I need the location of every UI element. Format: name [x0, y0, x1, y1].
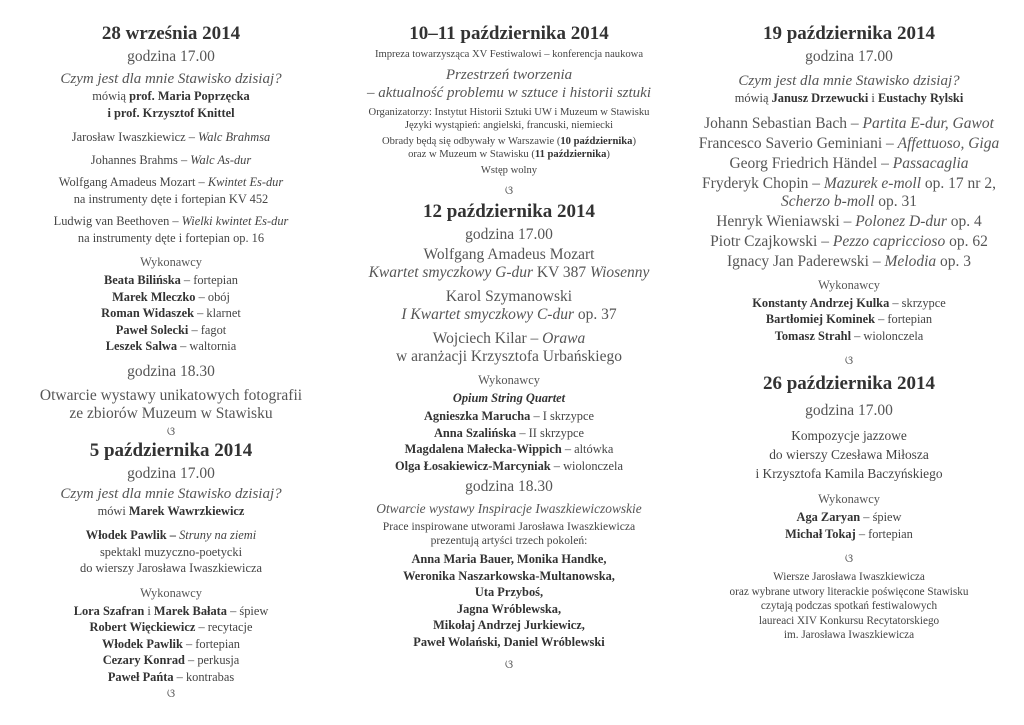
languages: Języki wystąpień: angielski, francuski, niemiecki [404, 120, 614, 132]
event-date: 5 października 2014 [89, 439, 253, 461]
work-title: Polonez D-dur [855, 212, 947, 230]
program-item [6, 213, 336, 230]
artist-line: Anna Maria Bauer, Monika Handke, [411, 552, 607, 567]
ornament-icon: ଓ [504, 182, 514, 197]
program-item [684, 115, 1014, 133]
event-description: i Krzysztofa Kamila Baczyńskiego [755, 466, 943, 481]
program-item [6, 129, 336, 146]
work-title: Partita E-dur, Gawot [862, 114, 994, 132]
speakers-intro: mówi [97, 503, 126, 518]
column-3 [680, 0, 1024, 725]
program-item [342, 306, 676, 324]
program-item-note: na instrumenty dęte i fortepian op. 16 [77, 230, 265, 245]
performers-label: Wykonawcy [140, 585, 202, 600]
exhibition-line: Otwarcie wystawy unikatowych fotografii [39, 386, 303, 404]
performer-name: Roman Widaszek [101, 306, 195, 320]
performer [684, 328, 1014, 345]
work-title: Walc As-dur [190, 152, 252, 167]
event-time: godzina 17.00 [127, 48, 215, 65]
composer: Ludwig van Beethoven – [53, 214, 182, 228]
performer-name: Marek Bałata [153, 603, 227, 618]
program-item [684, 175, 1014, 193]
event-title: Czym jest dla mnie Stawisko dzisiaj? [738, 73, 960, 89]
speaker-name: Janusz Drzewucki [771, 91, 869, 105]
event-26-october [684, 372, 1014, 643]
performer-name: Lora Szafran [73, 603, 145, 618]
performer-name: Robert Więckiewicz [89, 620, 196, 634]
event-date: 28 września 2014 [101, 23, 241, 44]
performer-role: – fortepian [855, 526, 913, 541]
program-item [342, 330, 676, 348]
performer-role: – perkusja [184, 653, 240, 667]
conference-title: Przestrzeń tworzenia [445, 66, 573, 83]
performer-name: Agnieszka Marucha [423, 409, 531, 424]
debates-line [342, 148, 676, 162]
program-item [684, 193, 1014, 211]
work-title: Walc Brahmsa [198, 130, 271, 144]
event-date: 12 października 2014 [422, 200, 596, 222]
composer: Wolfgang Amadeus Mozart – [58, 175, 208, 189]
performer [6, 603, 336, 620]
work-number: op. 4 [946, 212, 982, 230]
composer: Piotr Czajkowski – [710, 232, 833, 250]
work-number: op. 37 [574, 305, 617, 323]
work-title: Orawa [542, 329, 586, 347]
show-work: Struny na ziemi [179, 528, 257, 542]
work-title: Passacaglia [892, 154, 969, 172]
event-description: Kompozycje jazzowe [791, 428, 907, 443]
performer [684, 509, 1014, 526]
work-title: Pezzo capriccioso [832, 232, 946, 250]
performer [684, 311, 1014, 328]
performer-role: – waltornia [177, 339, 237, 353]
artist-line: Jagna Wróblewska, [456, 601, 562, 616]
work-number: op. 62 [945, 232, 988, 250]
performer [6, 289, 336, 306]
event-subtitle: Impreza towarzysząca XV Festiwalowi – konferencja naukowa [374, 49, 644, 60]
artist-line: Weronika Naszarkowska-Multanowska, [403, 568, 615, 583]
works-info: prezentują artyści trzech pokoleń: [430, 533, 588, 547]
debates-line [342, 135, 676, 149]
composer: Johannes Brahms – [90, 152, 191, 167]
performer [6, 272, 336, 289]
performer-name: Michał Tokaj [785, 526, 856, 541]
work-title: Scherzo b-moll [780, 192, 875, 210]
composer: Francesco Saverio Geminiani – [698, 134, 898, 152]
column-1 [0, 0, 338, 725]
performers-label: Wykonawcy [818, 277, 880, 292]
performer [6, 652, 336, 669]
conference-title: – aktualność problemu w sztuce i historii sztuki [366, 84, 652, 101]
performer-role: – obój [195, 289, 230, 304]
show-name: Włodek Pawlik – [85, 528, 180, 542]
ornament-icon: ଓ [844, 551, 854, 565]
performer [342, 425, 676, 442]
speakers-intro: mówią [92, 89, 127, 103]
speakers-and: i [871, 91, 875, 105]
performer-and: i [144, 603, 154, 618]
work-number: KV 387 [533, 263, 591, 281]
speakers-intro: mówią [734, 91, 769, 105]
event-time: godzina 17.00 [127, 464, 215, 482]
performer-name: Paweł Solecki [115, 322, 189, 337]
performer [342, 458, 676, 475]
ornament-icon: ଓ [844, 353, 854, 367]
performer-role: – klarnet [194, 306, 241, 320]
event-10-11-october [342, 22, 676, 198]
performer-name: Leszek Salwa [105, 339, 178, 353]
performer-name: Bartłomiej Kominek [765, 312, 875, 326]
performer-name: Cezary Konrad [102, 653, 185, 667]
work-title: I Kwartet smyczkowy C-dur [401, 305, 574, 323]
work-number: op. 17 nr 2, [921, 174, 996, 192]
event-time-2: godzina 18.30 [465, 478, 553, 496]
composer: Wojciech Kilar – [432, 329, 543, 347]
show-line [6, 527, 336, 544]
work-title: Wielki kwintet Es-dur [181, 214, 289, 228]
recitation-note: laureaci XIV Konkursu Recytatorskiego [758, 614, 940, 627]
work-title: Melodia [884, 252, 937, 270]
entry-info: Wstęp wolny [480, 164, 538, 176]
work-nickname: Wiosenny [590, 263, 650, 281]
performer-role: – fortepian [182, 636, 241, 651]
exhibition-title: Otwarcie wystawy Inspiracje Iwaszkiewiczowskie [376, 501, 642, 517]
event-description: do wierszy Czesława Miłosza [769, 447, 929, 462]
recitation-note: oraz wybrane utwory literackie poświęcone Stawisku [729, 585, 969, 598]
ornament-icon: ଓ [504, 657, 514, 672]
show-line: do wierszy Jarosława Iwaszkiewicza [80, 561, 262, 575]
performer [6, 305, 336, 322]
speakers-line [6, 503, 336, 520]
performer-role: – śpiew [860, 510, 902, 524]
composer: Jarosław Iwaszkiewicz – [71, 130, 199, 144]
performer [6, 322, 336, 339]
event-date: 10–11 października 2014 [409, 23, 609, 44]
event-28-september [6, 22, 336, 439]
arrangement: w aranżacji Krzysztofa Urbańskiego [396, 347, 622, 365]
performer-name: Olga Łosakiewicz-Marcyniak [395, 458, 551, 473]
performer-role: – fortepian [180, 273, 238, 287]
composer: Karol Szymanowski [445, 287, 573, 305]
performer [684, 526, 1014, 543]
debates-text: Obrady będą się odbywały w Warszawie ( [381, 135, 561, 147]
performer [342, 408, 676, 425]
speakers-line [6, 88, 336, 105]
performer-name: Włodek Pawlik [101, 636, 183, 651]
artist-line: Mikołaj Andrzej Jurkiewicz, [433, 618, 585, 633]
performer-role: – wiolonczela [550, 458, 623, 473]
recitation-note: czytają podczas spotkań festiwalowych [760, 600, 938, 613]
speakers-and: i [107, 105, 111, 120]
performer-role: – recytacje [195, 620, 253, 634]
performer-name: Magdalena Małecka-Wippich [404, 442, 562, 457]
performer [342, 441, 676, 458]
performers-label: Wykonawcy [140, 255, 202, 269]
performer-name: Beata Bilińska [104, 273, 181, 287]
artist-line: Uta Przyboś, [474, 585, 544, 600]
performer-name: Aga Zaryan [796, 510, 861, 524]
event-5-october [6, 439, 336, 702]
works-info: Prace inspirowane utworami Jarosława Iwaszkiewicza [382, 520, 636, 534]
speakers-line-2 [6, 105, 336, 122]
performer-name: Marek Mleczko [112, 289, 196, 304]
program-item [684, 233, 1014, 251]
speaker-name: Eustachy Rylski [877, 91, 964, 105]
speakers-line [684, 90, 1014, 107]
event-time: godzina 17.00 [805, 402, 893, 419]
program-item [6, 152, 336, 169]
composer: Johann Sebastian Bach – [704, 114, 863, 132]
program-item [684, 253, 1014, 271]
performer-role: – I skrzypce [530, 409, 594, 424]
performer-name: Paweł Pańta [107, 669, 174, 684]
event-time: godzina 17.00 [805, 48, 893, 65]
composer: Georg Friedrich Händel – [729, 154, 893, 172]
composer: Wolfgang Amadeus Mozart [423, 245, 595, 263]
work-number: op. 31 [874, 192, 918, 210]
artist-line: Paweł Wolański, Daniel Wróblewski [413, 634, 605, 649]
performer-role: – altówka [561, 442, 614, 457]
debates-date: 10 października [560, 135, 633, 147]
program-item [684, 213, 1014, 231]
work-title: Kwintet Es-dur [207, 175, 284, 189]
program-item [684, 155, 1014, 173]
program-item [342, 264, 676, 282]
event-date: 19 października 2014 [762, 23, 936, 44]
ensemble-name: Opium String Quartet [452, 390, 566, 405]
performer-role: – kontrabas [173, 669, 235, 684]
recitation-note: Wiersze Jarosława Iwaszkiewicza [773, 571, 925, 583]
debates-text: oraz w Muzeum w Stawisku ( [408, 149, 535, 161]
event-12-october [342, 200, 676, 673]
ornament-icon: ଓ [166, 423, 176, 438]
program-item [684, 135, 1014, 153]
work-number: op. 3 [936, 252, 972, 270]
work-title: Mazurek e-moll [823, 174, 922, 192]
exhibition-line: ze zbiorów Muzeum w Stawisku [69, 404, 273, 422]
performer-role: – fortepian [874, 312, 933, 326]
event-time-2: godzina 18.30 [127, 362, 215, 380]
event-19-october [684, 22, 1014, 368]
performers-label: Wykonawcy [818, 492, 880, 506]
organizers: Organizatorzy: Instytut Historii Sztuki UW i Muzeum w Stawisku [368, 106, 650, 118]
program-item [6, 174, 336, 191]
performer [6, 619, 336, 636]
column-2 [338, 0, 680, 725]
performer-role: – II skrzypce [516, 425, 585, 440]
performer-role: – śpiew [226, 603, 269, 618]
ornament-icon: ଓ [166, 686, 176, 700]
performer-name: Anna Szalińska [433, 425, 517, 440]
event-title: Czym jest dla mnie Stawisko dzisiaj? [60, 71, 282, 87]
performer [6, 636, 336, 653]
debates-text: ) [632, 135, 637, 147]
event-time: godzina 17.00 [465, 225, 553, 243]
debates-text: ) [606, 149, 610, 161]
speaker-name: prof. Maria Poprzęcka [129, 89, 250, 103]
work-title: Affettuoso, Giga [897, 134, 1000, 152]
show-line: spektakl muzyczno-poetycki [99, 544, 243, 559]
debates-date: 11 października [534, 149, 607, 161]
recitation-note: im. Jarosława Iwaszkiewicza [783, 629, 915, 642]
performer [6, 669, 336, 686]
event-title: Czym jest dla mnie Stawisko dzisiaj? [60, 485, 282, 502]
work-title: Kwartet smyczkowy G-dur [368, 263, 534, 281]
performer-name: Konstanty Andrzej Kulka [752, 295, 890, 310]
composer: Henryk Wieniawski – [716, 212, 856, 230]
event-date: 26 października 2014 [762, 373, 936, 394]
speaker-name: prof. Krzysztof Knittel [114, 105, 235, 120]
performer-role: – wiolonczela [851, 328, 924, 343]
performers-label: Wykonawcy [478, 372, 540, 387]
performer [684, 295, 1014, 312]
speaker-name: Marek Wawrzkiewicz [128, 503, 245, 518]
program-item-note: na instrumenty dęte i fortepian KV 452 [73, 191, 269, 206]
composer: Ignacy Jan Paderewski – [726, 252, 885, 270]
performer-role: – fagot [188, 322, 227, 337]
performer [6, 338, 336, 355]
composer: Fryderyk Chopin – [702, 174, 824, 192]
performer-name: Tomasz Strahl [774, 328, 852, 343]
performer-role: – skrzypce [889, 295, 946, 310]
